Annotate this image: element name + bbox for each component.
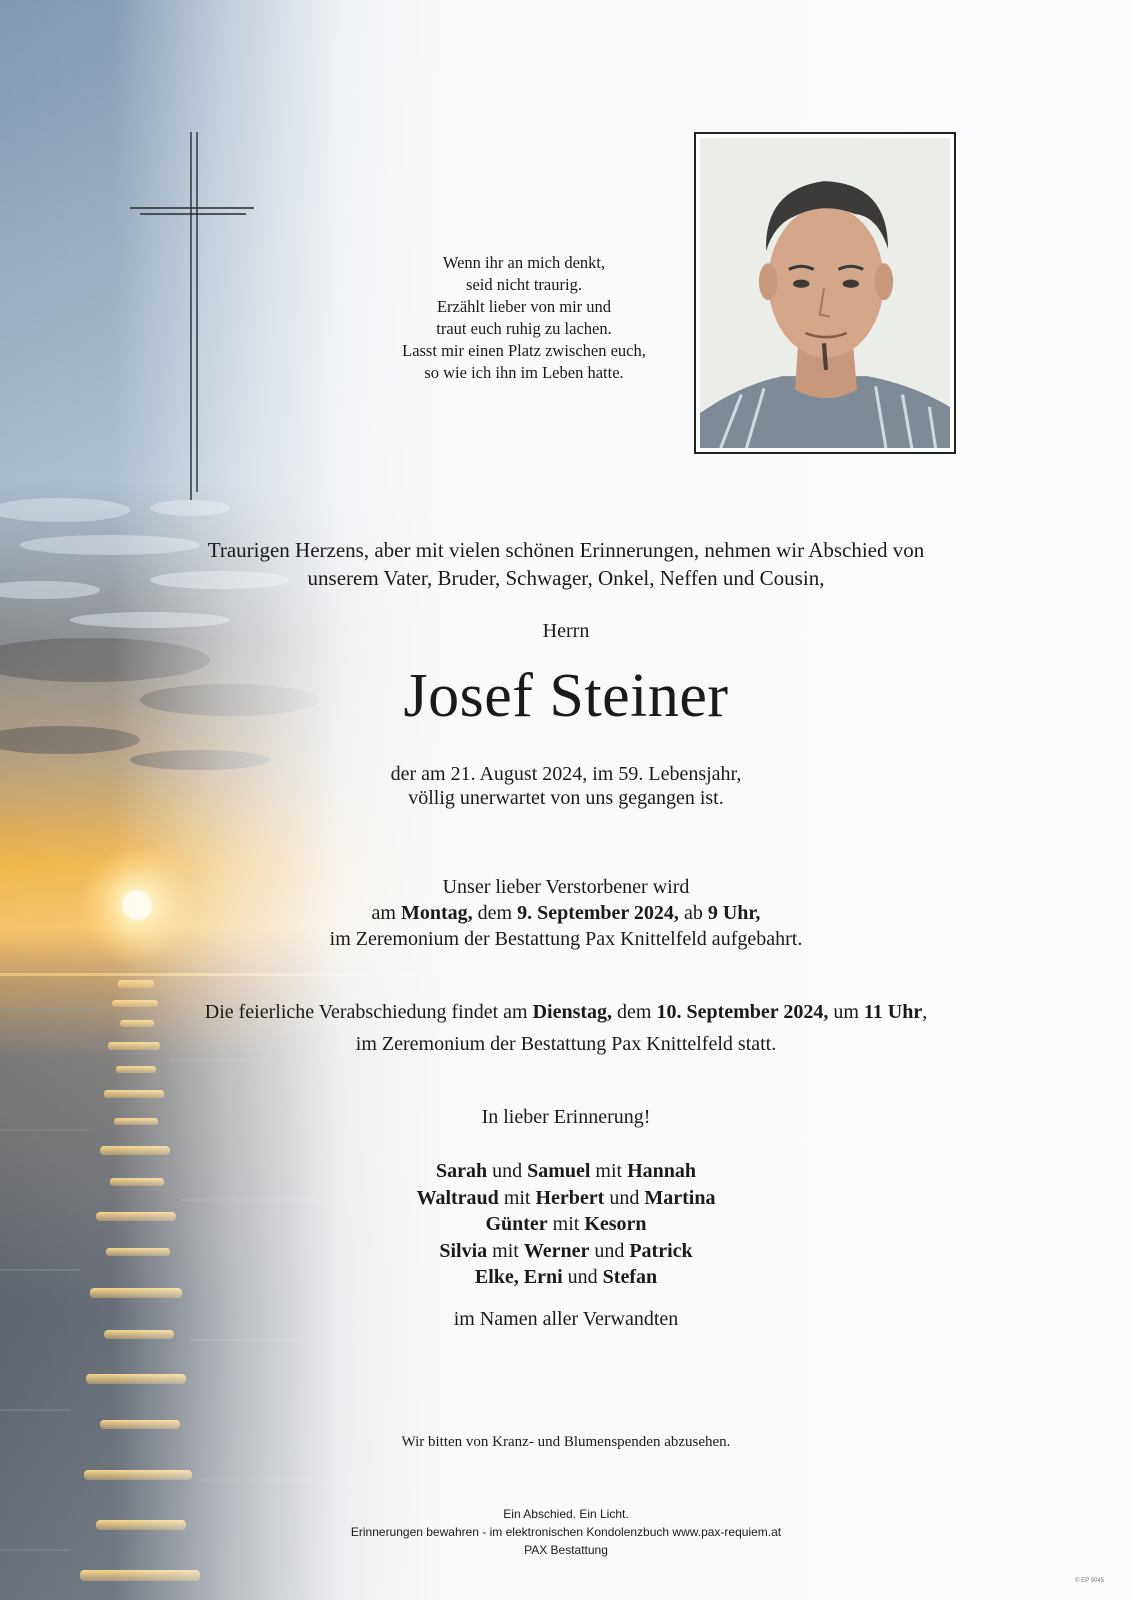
bold-text: Martina xyxy=(644,1186,716,1209)
text-segment: mit xyxy=(498,1186,536,1209)
memorial-quote xyxy=(340,252,708,384)
viewing-info xyxy=(100,874,1032,952)
ceremony-info xyxy=(100,996,1032,1060)
text-segment: und xyxy=(589,1239,630,1262)
bold-text: Stefan xyxy=(602,1266,658,1288)
bold-text: 11 Uhr xyxy=(863,1001,923,1023)
donation-note: Wir bitten von Kranz- und Blumenspenden abzusehen. xyxy=(401,1434,731,1450)
bold-text: Waltraud xyxy=(416,1186,499,1209)
footer-line: PAX Bestattung xyxy=(524,1543,608,1557)
death-notice xyxy=(100,762,1032,810)
remembrance-text: In lieber Erinnerung! xyxy=(481,1106,651,1128)
text-segment: Die feierliche Verabschiedung findet am xyxy=(204,1001,533,1023)
intro-text xyxy=(100,536,1032,592)
text-segment: und xyxy=(487,1160,528,1182)
bold-text: Sarah xyxy=(435,1160,488,1182)
bold-text: Günter xyxy=(485,1213,548,1235)
bold-text: Patrick xyxy=(629,1239,693,1262)
ceremony-location-line: im Zeremonium der Bestattung Pax Knittelfeld statt. xyxy=(355,1033,777,1055)
viewing-date-line xyxy=(100,900,1032,926)
text-segment: dem xyxy=(612,1001,657,1023)
viewing-line: im Zeremonium der Bestattung Pax Knittelfeld aufgebahrt. xyxy=(329,928,803,950)
bold-text: Elke, Erni xyxy=(474,1266,563,1288)
death-notice-line: völlig unerwartet von uns gegangen ist. xyxy=(408,787,724,809)
portrait-photo xyxy=(700,138,950,448)
text-segment: ab xyxy=(678,902,708,924)
quote-line: seid nicht traurig. xyxy=(466,275,582,294)
footer-line: Ein Abschied. Ein Licht. xyxy=(503,1507,629,1521)
text-segment: mit xyxy=(487,1239,524,1262)
text-segment: am xyxy=(371,902,401,924)
family-line xyxy=(100,1211,1032,1238)
portrait-frame xyxy=(694,132,956,454)
bold-text: Kesorn xyxy=(584,1213,647,1235)
deceased-name: Josef Steiner xyxy=(403,662,729,730)
text-segment: und xyxy=(562,1266,603,1288)
text-segment: mit xyxy=(590,1160,628,1182)
text-segment: mit xyxy=(547,1213,585,1235)
family-line xyxy=(100,1238,1032,1265)
cross-icon xyxy=(130,132,254,500)
family-line xyxy=(100,1264,1032,1291)
bold-text: 9 Uhr, xyxy=(707,902,761,924)
family-line xyxy=(100,1158,1032,1185)
bold-text: 10. September 2024, xyxy=(656,1001,829,1023)
intro-line: unserem Vater, Bruder, Schwager, Onkel, Neffen und Cousin, xyxy=(307,566,825,590)
bold-text: Samuel xyxy=(527,1160,591,1182)
footer xyxy=(100,1505,1032,1559)
quote-line: Wenn ihr an mich denkt, xyxy=(442,253,606,272)
death-notice-line: der am 21. August 2024, im 59. Lebensjahr, xyxy=(390,763,742,785)
ceremony-date-line xyxy=(100,996,1032,1028)
bold-text: Hannah xyxy=(627,1160,697,1182)
quote-line: Erzählt lieber von mir und xyxy=(436,297,612,316)
relatives-text: im Namen aller Verwandten xyxy=(453,1308,679,1330)
text-segment: dem xyxy=(472,902,518,924)
bold-text: Silvia xyxy=(439,1239,488,1262)
bold-text: Herbert xyxy=(535,1186,605,1209)
bold-text: Dienstag, xyxy=(532,1001,613,1023)
viewing-line: Unser lieber Verstorbener wird xyxy=(442,876,690,898)
text-segment: , xyxy=(922,1001,928,1023)
quote-line: so wie ich ihn im Leben hatte. xyxy=(424,363,624,382)
footer-line: Erinnerungen bewahren - im elektronischen Kondolenzbuch www.pax-requiem.at xyxy=(350,1525,782,1539)
bold-text: Montag, xyxy=(400,902,473,924)
quote-line: Lasst mir einen Platz zwischen euch, xyxy=(402,341,646,360)
intro-line: Traurigen Herzens, aber mit vielen schönen Erinnerungen, nehmen wir Abschied von xyxy=(207,538,925,562)
bold-text: Werner xyxy=(523,1239,590,1262)
quote-line: traut euch ruhig zu lachen. xyxy=(436,319,612,338)
salutation: Herrn xyxy=(542,620,590,642)
family-line xyxy=(100,1185,1032,1212)
text-segment: und xyxy=(604,1186,645,1209)
family-list xyxy=(100,1158,1032,1291)
bold-text: 9. September 2024, xyxy=(517,902,679,924)
text-segment: um xyxy=(828,1001,864,1023)
template-code: © EP 9045 xyxy=(1075,1578,1104,1584)
